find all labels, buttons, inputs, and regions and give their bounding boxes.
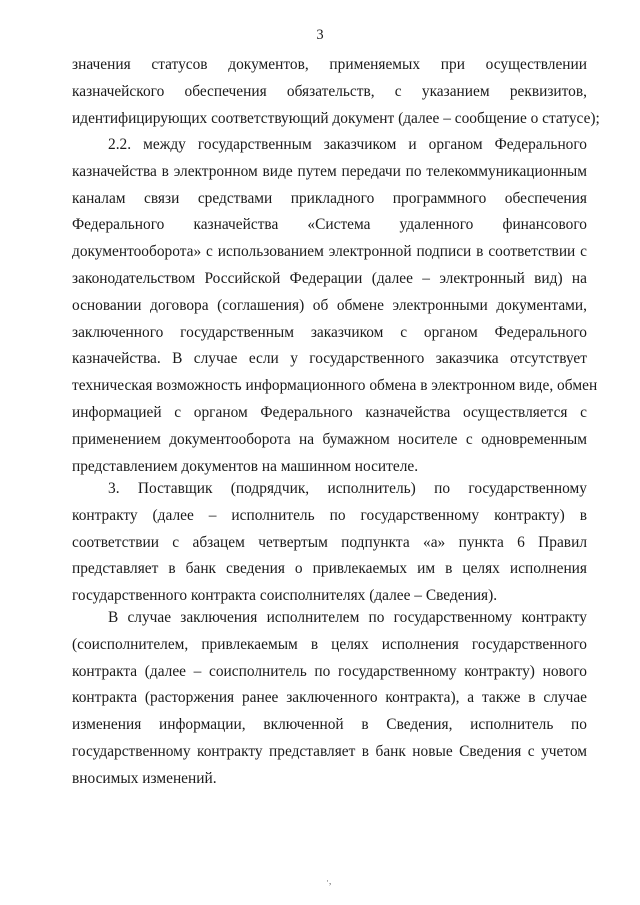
text-line: контракта (расторжения ранее заключенного контракта), а также в случае (72, 689, 587, 707)
page-number: 3 (316, 27, 324, 43)
text-line: представлением документов на машинном носителе. (72, 457, 419, 475)
text-line: информацией с органом Федерального казначейства осуществляется с (72, 403, 587, 421)
text-line: изменения информации, включенной в Сведения, исполнитель по (72, 716, 587, 734)
text-line: применением документооборота на бумажном носителе с одновременным (72, 430, 587, 448)
text-line: казначейства в электронном виде путем передачи по телекоммуникационным (72, 162, 587, 180)
text-line: законодательством Российской Федерации (далее – электронный вид) на (72, 269, 587, 287)
text-line: казначейского обеспечения обязательств, с указанием реквизитов, (72, 82, 587, 100)
text-line: 3. Поставщик (подрядчик, исполнитель) по государственному (108, 480, 587, 497)
text-line: контракта (далее – соисполнитель по государственному контракту) нового (72, 662, 587, 680)
text-line: государственному контракту представляет в банк новые Сведения с учетом (72, 742, 587, 760)
text-line: основании договора (соглашения) об обмене электронными документами, (72, 296, 587, 314)
text-line: техническая возможность информационного обмена в электронном виде, обмен (72, 377, 598, 395)
text-line: В случае заключения исполнителем по государственному контракту (108, 609, 587, 626)
text-line: идентифицирующих соответствующий документ (далее – сообщение о статусе); (72, 109, 600, 127)
text-line: значения статусов документов, применяемых при осуществлении (72, 56, 587, 73)
text-line: вносимых изменений. (72, 769, 217, 787)
text-line: государственного контракта соисполнителях (далее – Сведения). (72, 587, 498, 605)
text-line: контракту (далее – исполнитель по государственному контракту) в (72, 506, 587, 524)
text-line: соответствии с абзацем четвертым подпункта «а» пункта 6 Правил (72, 533, 587, 551)
text-line: каналам связи средствами прикладного программного обеспечения (72, 189, 587, 207)
text-line: 2.2. между государственным заказчиком и органом Федерального (108, 136, 587, 153)
text-line: документооборота» с использованием электронной подписи в соответствии с (72, 243, 587, 261)
paragraph-3 (72, 476, 587, 610)
paragraph-continued (72, 52, 600, 132)
paragraph-2-2 (72, 132, 598, 480)
paragraph-change-notice (72, 605, 587, 793)
text-line: (соисполнителем, привлекаемым в целях исполнения государственного (72, 635, 587, 653)
scan-mark: ·, (326, 876, 332, 886)
text-line: заключенного государственным заказчиком с органом Федерального (72, 323, 587, 341)
text-line: казначейства. В случае если у государственного заказчика отсутствует (72, 350, 587, 368)
text-line: Федерального казначейства «Система удаленного финансового (72, 216, 587, 234)
text-line: представляет в банк сведения о привлекаемых им в целях исполнения (72, 560, 587, 578)
